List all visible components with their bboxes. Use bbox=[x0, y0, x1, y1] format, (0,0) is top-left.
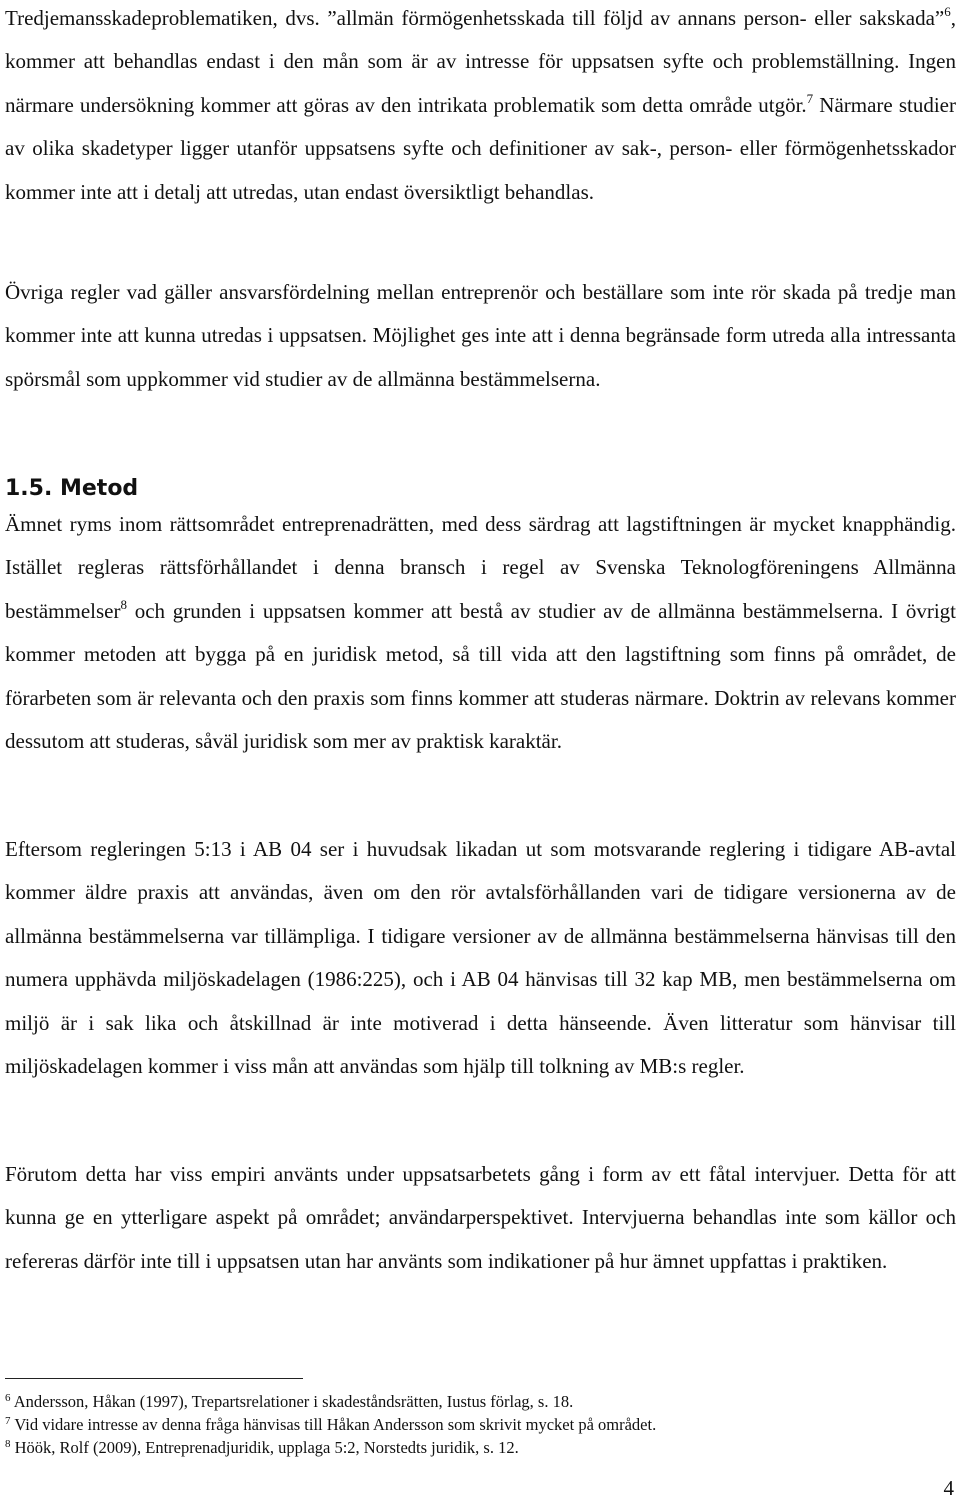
footnote-text: Andersson, Håkan (1997), Trepartsrelationer i skadeståndsrätten, Iustus förlag, s. 18. bbox=[10, 1392, 574, 1411]
footnote-6 bbox=[5, 1390, 905, 1413]
paragraph-text: , kommer att behandlas endast i den mån som är av intresse för uppsatsen syfte och problemställning. Ingen närmare undersökning kommer att göras av den intrikata problematik som detta område utgör. bbox=[5, 6, 956, 117]
paragraph-empirics: Förutom detta har viss empiri använts under uppsatsarbetets gång i form av ett fåtal intervjuer. Detta för att kunna ge en ytterligare aspekt på området; användarperspektivet. Intervjuerna behandlas inte som källor och refereras därför inte till i uppsatsen utan har använts som indikationer på hur ämnet uppfattas i praktiken. bbox=[5, 1162, 956, 1273]
footnote-number: 8 bbox=[5, 1438, 11, 1450]
paragraph-text: Närmare studier av olika skadetyper ligger utanför uppsatsens syfte och definitioner av sak-, person- eller förmögenhetsskador kommer inte att i detalj att utredas, utan endast översiktligt behandlas. bbox=[5, 92, 956, 204]
paragraph-scope bbox=[5, 0, 956, 214]
paragraph-method bbox=[5, 503, 956, 763]
page-number: 4 bbox=[943, 1476, 954, 1500]
footnote-7 bbox=[5, 1413, 905, 1436]
section-heading-metod: 1.5. Metod bbox=[5, 476, 139, 501]
footnotes bbox=[5, 1390, 905, 1459]
footnote-ref-7[interactable]: 7 bbox=[806, 90, 814, 106]
paragraph-text: Ämnet ryms inom rättsområdet entreprenadrätten, med dess särdrag att lagstiftningen är mycket knapphändig. Istället regleras rättsförhållandet i denna bransch i regel av Svenska Teknologföreningens Allmänna bestämmelser bbox=[5, 512, 956, 623]
paragraph-other-rules: Övriga regler vad gäller ansvarsfördelning mellan entreprenör och beställare som inte rör skada på tredje man kommer inte att kunna utredas i uppsatsen. Möjlighet ges inte att i denna begränsade form utreda alla intressanta spörsmål som uppkommer vid studier av de allmänna bestämmelserna. bbox=[5, 280, 956, 391]
paragraph-regulation: Eftersom regleringen 5:13 i AB 04 ser i huvudsak likadan ut som motsvarande reglering i tidigare AB-avtal kommer äldre praxis att användas, även om den rör avtalsförhållanden vari de tidigare versionerna av de allmänna bestämmelserna var tillämpliga. I tidigare versioner av de allmänna bestämmelserna hänvisas till den numera upphävda miljöskadelagen (1986:225), och i AB 04 hänvisas till 32 kap MB, men bestämmelserna om miljö är i sak lika och åtskillnad är inte motiverad i detta hänseende. Även litteratur som hänvisar till miljöskadelagen kommer i viss mån att användas som hjälp till tolkning av MB:s regler. bbox=[5, 837, 956, 1079]
footnote-divider bbox=[5, 1378, 303, 1379]
footnote-number: 7 bbox=[5, 1415, 11, 1427]
footnote-8 bbox=[5, 1436, 905, 1459]
paragraph-text: Tredjemansskadeproblematiken, dvs. ”allmän förmögenhetsskada till följd av annans person- eller sakskada” bbox=[5, 6, 945, 30]
paragraph-text: och grunden i uppsatsen kommer att bestå av studier av de allmänna bestämmelserna. I övrigt kommer metoden att bygga på en juridisk metod, så till vida att den lagstiftning som finns på området, de förarbeten som är relevanta och den praxis som finns kommer att studeras närmare. Doktrin av relevans kommer dessutom att studeras, såväl juridisk som mer av praktisk karaktär. bbox=[5, 598, 956, 754]
footnote-text: Höök, Rolf (2009), Entreprenadjuridik, upplaga 5:2, Norstedts juridik, s. 12. bbox=[10, 1438, 519, 1457]
footnote-text: Vid vidare intresse av denna fråga hänvisas till Håkan Andersson som skrivit mycket på området. bbox=[10, 1415, 657, 1434]
footnote-ref-6[interactable]: 6 bbox=[944, 4, 951, 19]
footnote-number: 6 bbox=[5, 1392, 11, 1404]
footnote-ref-8[interactable]: 8 bbox=[120, 596, 127, 612]
